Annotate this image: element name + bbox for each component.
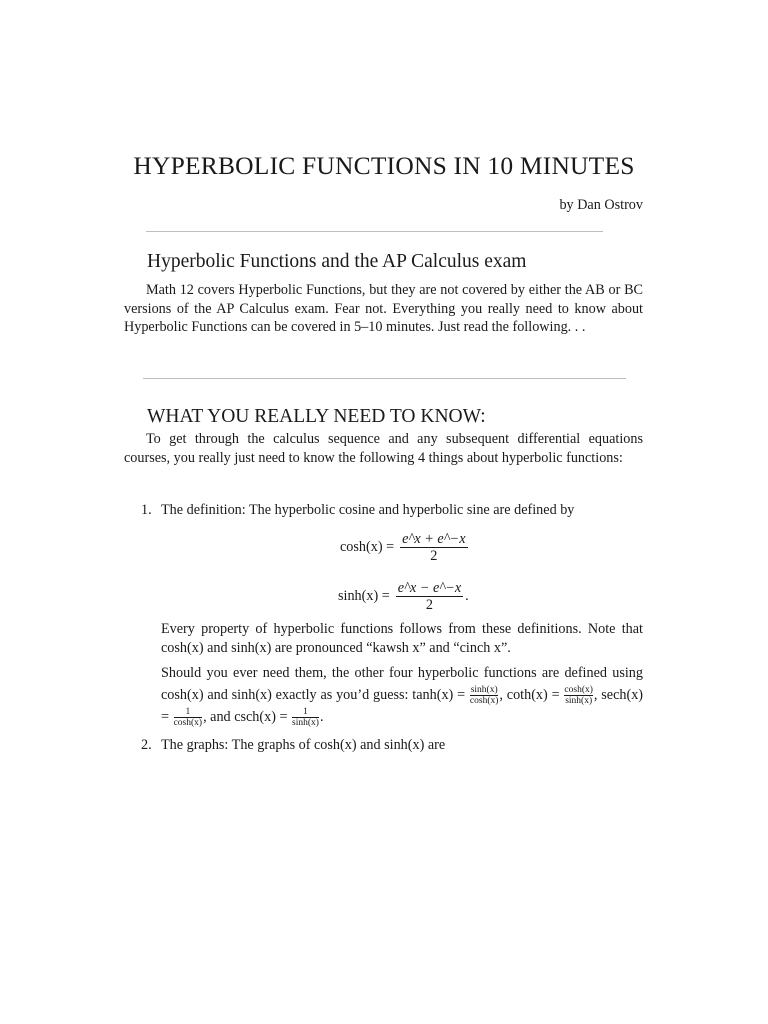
- sech-fraction: $\frac{1}{\cosh(x)}$: [173, 707, 203, 729]
- cosh-fraction: [400, 531, 467, 564]
- divider-middle: [143, 378, 626, 379]
- coth-fraction: $\frac{\cosh(x)}{\sinh(x)}$: [564, 685, 593, 707]
- other-functions-text: Should you ever need them, the other four hyperbolic functions are defined using cosh(x) and sinh(x) exactly as you’d guess: tanh(x) =: [161, 665, 643, 703]
- sinh-definition: sinh(x) = $\frac{e\^{}x - e\^{}-x}{2}$ .: [338, 580, 469, 613]
- section-heading-need-to-know: WHAT YOU REALLY NEED TO KNOW:: [147, 406, 486, 427]
- item-1-note-other-functions: Should you ever need them, the other four hyperbolic functions are defined using cosh(x) and sinh(x) exactly as you’d guess: tanh(x) = $\frac{\sinh(x)}{\cosh(x)}$ , coth(x) = $\frac{\cosh(x)}{\sinh(x)}$ , sech(x) = $\frac{1}{\cosh(x)}$ , and csch(x) = $\frac{1}{\sinh(x)}$ .: [161, 665, 644, 729]
- author-line: by Dan Ostrov: [559, 197, 643, 213]
- section-ap-exam-paragraph: [124, 281, 643, 337]
- property-note-text: Every property of hyperbolic functions follows from these definitions. Note that cosh(x) and sinh(x) are pronounced “kawsh x” and “cinch x”.: [161, 621, 643, 656]
- sinh-lhs: sinh(x) =: [338, 588, 390, 604]
- tanh-fraction: $\frac{\sinh(x)}{\cosh(x)}$: [469, 685, 499, 707]
- list-item-2-lead: The graphs: The graphs of cosh(x) and sinh(x) are: [161, 737, 446, 753]
- sinh-numerator: e^x − e^−x: [397, 580, 462, 596]
- divider-top: [146, 231, 603, 232]
- cosh-definition: [340, 531, 470, 564]
- list-item-2-number: 2.: [141, 737, 152, 753]
- section-heading-ap-exam: Hyperbolic Functions and the AP Calculus exam: [147, 251, 527, 272]
- csch-label: , and csch(x) =: [203, 709, 288, 726]
- page-title: HYPERBOLIC FUNCTIONS IN 10 MINUTES: [133, 151, 635, 180]
- item-1-note-property: [161, 620, 643, 657]
- cosh-denominator: 2: [430, 548, 438, 564]
- cosh-lhs: cosh(x) =: [340, 539, 395, 555]
- sinh-fraction: [396, 580, 463, 613]
- csch-fraction: $\frac{1}{\sinh(x)}$: [292, 707, 319, 729]
- intro-text: To get through the calculus sequence and any subsequent differential equations courses, you really just need to know the following 4 things about hyperbolic functions:: [124, 431, 643, 466]
- list-item-1-lead: The definition: The hyperbolic cosine and hyperbolic sine are defined by: [161, 502, 575, 518]
- ap-exam-text: Math 12 covers Hyperbolic Functions, but they are not covered by either the AB or BC versions of the AP Calculus exam. Fear not. Everything you really need to know about Hyperbolic Functions can be covered in 5–10 minutes. Just read the following. . .: [124, 282, 643, 335]
- need-to-know-intro: [124, 430, 643, 467]
- cosh-numerator: e^x + e^−x: [402, 531, 466, 547]
- sinh-denominator: 2: [425, 597, 433, 613]
- sech-label: , sech(x) =: [161, 687, 644, 726]
- list-item-1-number: 1.: [141, 502, 152, 518]
- coth-label: coth(x) =: [506, 687, 560, 703]
